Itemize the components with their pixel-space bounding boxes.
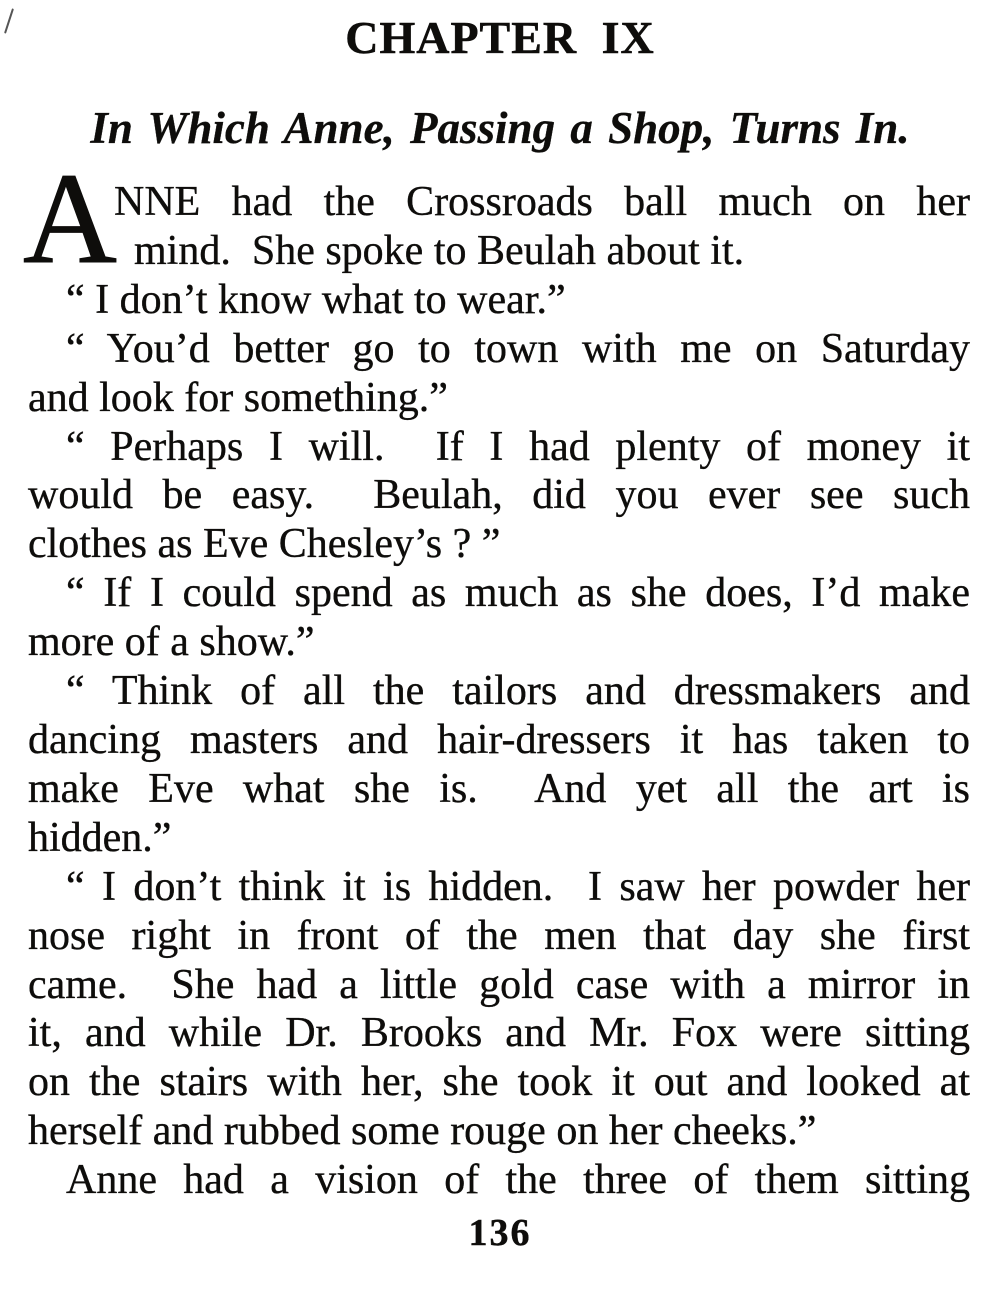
text-line: it, and while Dr. Brooks and Mr. Fox were sitting <box>28 1010 970 1057</box>
text-line: make Eve what she is. And yet all the art is <box>28 765 970 812</box>
text-line: and look for something.” <box>28 374 448 421</box>
text-line: on the stairs with her, she took it out and looked at <box>28 1059 970 1106</box>
text-line: Anne had a vision of the three of them sitting <box>66 1157 970 1204</box>
text-lines <box>28 178 970 1205</box>
page-number: 136 <box>468 1212 532 1255</box>
chapter-subtitle: In Which Anne, Passing a Shop, Turns In. <box>90 103 910 153</box>
text-line: “ Perhaps I will. If I had plenty of money it <box>66 423 970 470</box>
text-line: NNE had the Crossroads ball much on her <box>114 179 970 225</box>
text-line: clothes as Eve Chesley’s ? ” <box>28 521 501 568</box>
text-line: hidden.” <box>28 814 172 861</box>
text-line: would be easy. Beulah, did you ever see such <box>28 472 970 519</box>
drop-cap: A <box>23 147 117 291</box>
text-line: mind. She spoke to Beulah about it. <box>134 227 745 274</box>
body-text <box>23 147 970 1205</box>
text-line: “ You’d better go to town with me on Saturday <box>66 325 970 372</box>
text-line: herself and rubbed some rouge on her cheeks.” <box>28 1108 817 1155</box>
text-line: more of a show.” <box>28 619 315 666</box>
text-line: “ If I could spend as much as she does, I’d make <box>66 570 970 617</box>
text-line: “ I don’t think it is hidden. I saw her powder her <box>66 863 970 910</box>
text-line: nose right in front of the men that day she first <box>28 912 970 959</box>
text-line: dancing masters and hair-dressers it has taken to <box>28 716 970 763</box>
chapter-heading: CHAPTER IX <box>345 12 655 63</box>
text-line: came. She had a little gold case with a mirror in <box>28 961 970 1008</box>
text-line: “ I don’t know what to wear.” <box>66 276 566 323</box>
text-line: “ Think of all the tailors and dressmakers and <box>66 668 970 715</box>
